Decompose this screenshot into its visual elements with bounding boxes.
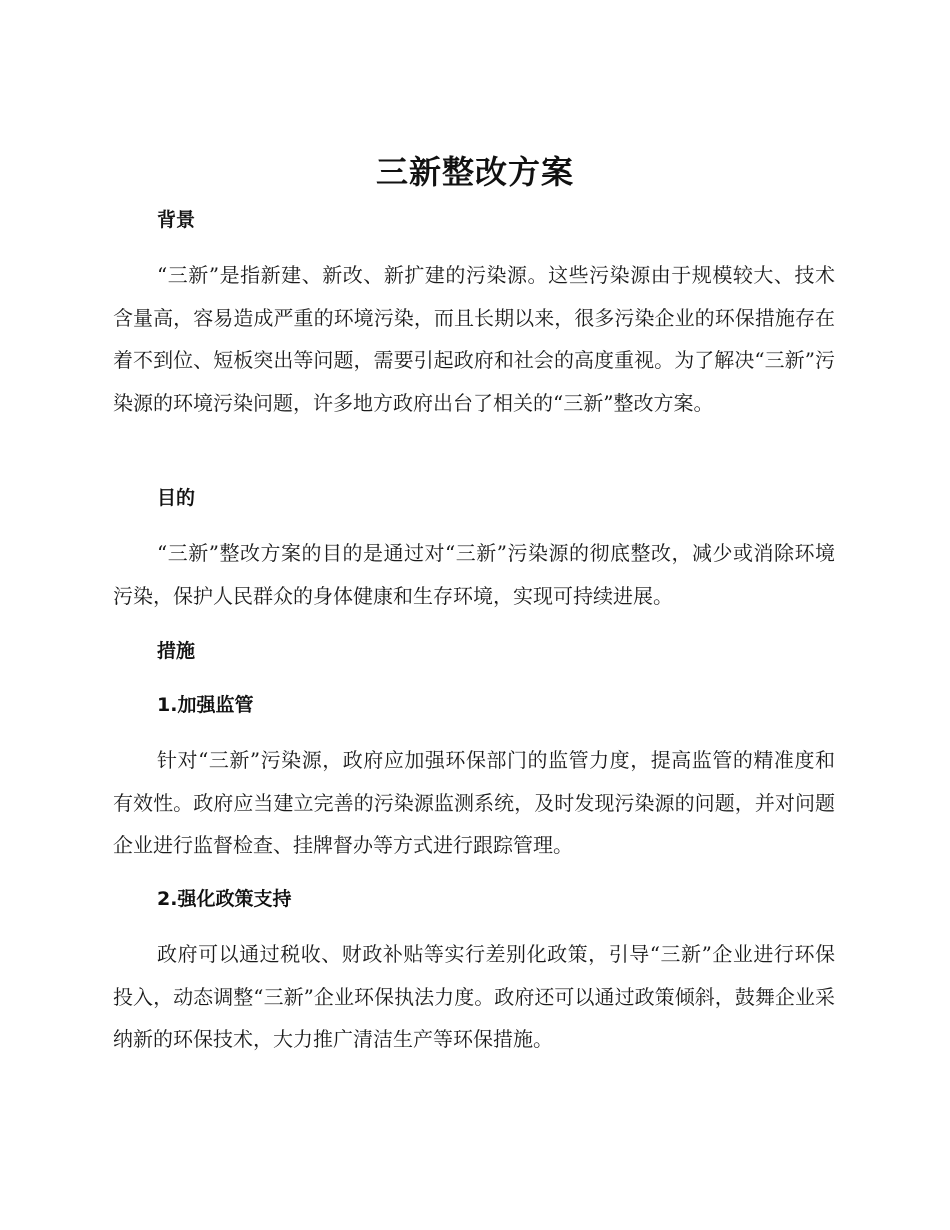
- document-title: 三新整改方案: [375, 153, 574, 191]
- subsection-paragraph-strengthen-supervision: 针对“三新”污染源，政府应加强环保部门的监管力度，提高监管的精准度和有效性。政府应当建立完善的污染源监测系统，及时发现污染源的问题，并对问题企业进行监督检查、挂牌督办等方式进行跟踪管理。: [113, 748, 835, 857]
- section-paragraph-background: “三新”是指新建、新改、新扩建的污染源。这些污染源由于规模较大、技术含量高，容易造成严重的环境污染，而且长期以来，很多污染企业的环保措施存在着不到位、短板突出等问题，需要引起政府和社会的高度重视。为了解决“三新”污染源的环境污染问题，许多地方政府出台了相关的“三新”整改方案。: [113, 263, 835, 415]
- subsection-paragraph-policy-support: 政府可以通过税收、财政补贴等实行差别化政策，引导“三新”企业进行环保投入，动态调整“三新”企业环保执法力度。政府还可以通过政策倾斜，鼓舞企业采纳新的环保技术，大力推广清洁生产等环保措施。: [113, 942, 835, 1051]
- section-paragraph-purpose: “三新”整改方案的目的是通过对“三新”污染源的彻底整改，减少或消除环境污染，保护人民群众的身体健康和生存环境，实现可持续进展。: [113, 541, 835, 608]
- section-heading-background: 背景: [157, 209, 196, 231]
- subsection-heading-policy-support: 2.强化政策支持: [157, 888, 292, 910]
- subsection-heading-strengthen-supervision: 1.加强监管: [157, 694, 254, 716]
- section-heading-measures: 措施: [157, 640, 196, 662]
- section-heading-purpose: 目的: [157, 487, 196, 509]
